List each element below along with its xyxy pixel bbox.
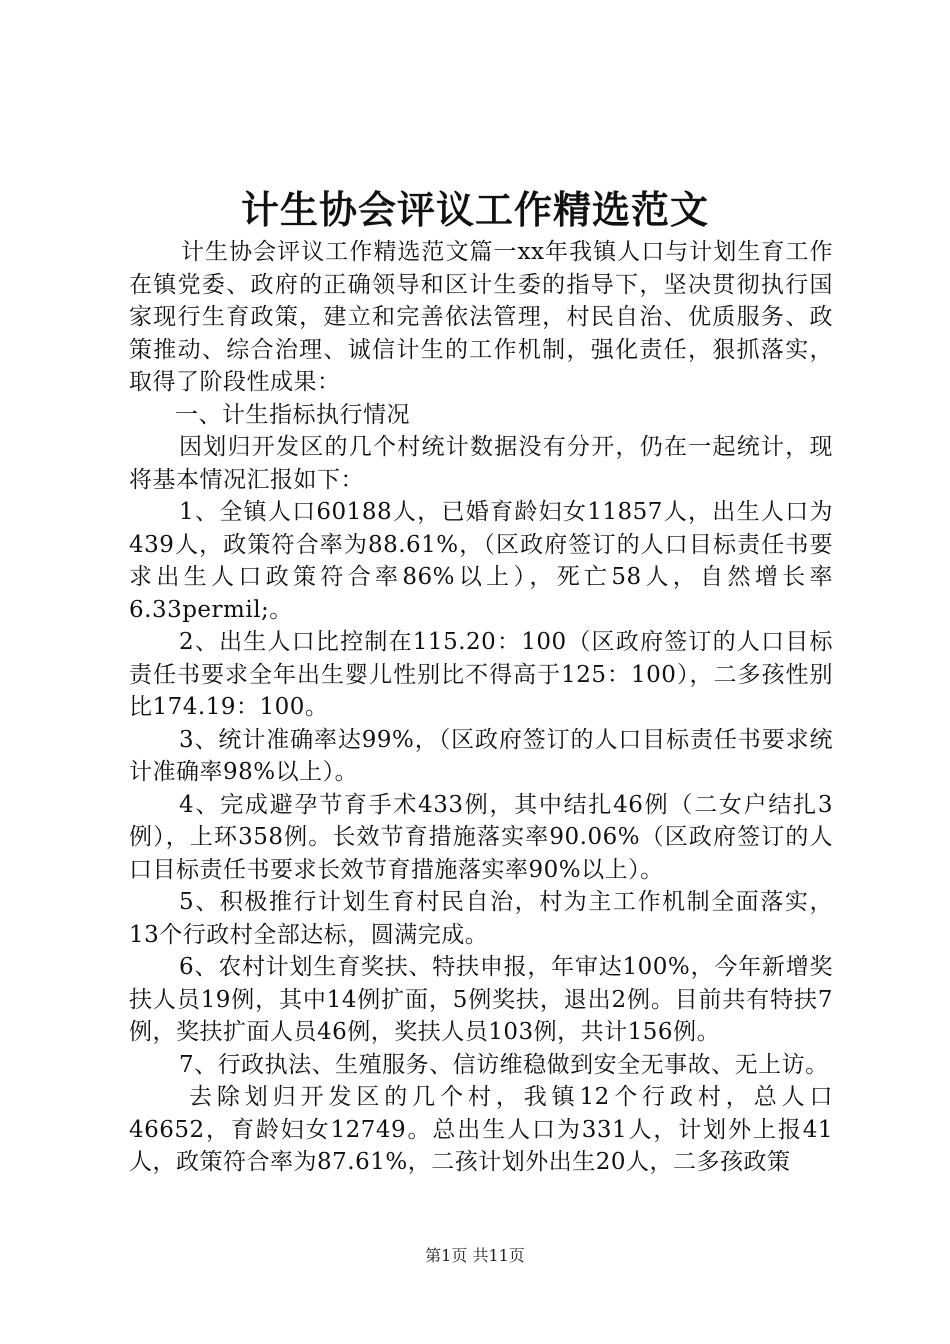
section-heading: 一、计生指标执行情况 [175, 401, 410, 428]
list-item: 3、统计准确率达99%，（区政府签订的人口目标责任书要求统计准确率98%以上）。 [129, 726, 833, 785]
paragraph: 因划归开发区的几个村统计数据没有分开，仍在一起统计，现将基本情况汇报如下： [129, 434, 833, 493]
page-footer: 第1页 共11页 [425, 1246, 525, 1265]
paragraph: 去除划归开发区的几个村，我镇12个行政村，总人口46652，育龄妇女12749。总出生人口为331人，计划外上报41人，政策符合率为87.61%，二孩计划外出生20人，二多孩政策 [129, 1084, 833, 1175]
list-item: 1、全镇人口60188人，已婚育龄妇女11857人，出生人口为439人，政策符合率为88.61%，（区政府签订的人口目标责任书要求出生人口政策符合率86%以上），死亡58人，自然增长率6.33permil;。 [129, 499, 833, 623]
list-item: 6、农村计划生育奖扶、特扶申报，年审达100%，今年新增奖扶人员19例，其中14例扩面，5例奖扶，退出2例。目前共有特扶7例，奖扶扩面人员46例，奖扶人员103例，共计156例。 [129, 954, 833, 1045]
document-title: 计生协会评议工作精选范文 [240, 187, 709, 232]
list-item: 5、积极推行计划生育村民自治，村为主工作机制全面落实，13个行政村全部达标，圆满完成。 [129, 889, 833, 948]
list-item: 4、完成避孕节育手术433例，其中结扎46例（二女户结扎3例），上环358例。长效节育措施落实率90.06%（区政府签订的人口目标责任书要求长效节育措施落实率90%以上）。 [129, 791, 833, 883]
list-item: 2、出生人口比控制在115.20：100（区政府签订的人口目标责任书要求全年出生婴儿性别比不得高于125：100），二多孩性别比174.19：100。 [129, 629, 833, 720]
list-item: 7、行政执法、生殖服务、信访维稳做到安全无事故、无上访。 [179, 1051, 829, 1078]
document-body [129, 236, 833, 1179]
paragraph: 计生协会评议工作精选范文篇一xx年我镇人口与计划生育工作在镇党委、政府的正确领导和区计生委的指导下，坚决贯彻执行国家现行生育政策，建立和完善依法管理，村民自治、优质服务、政策推动、综合治理、诚信计生的工作机制，强化责任，狠抓落实，取得了阶段性成果： [129, 239, 833, 395]
